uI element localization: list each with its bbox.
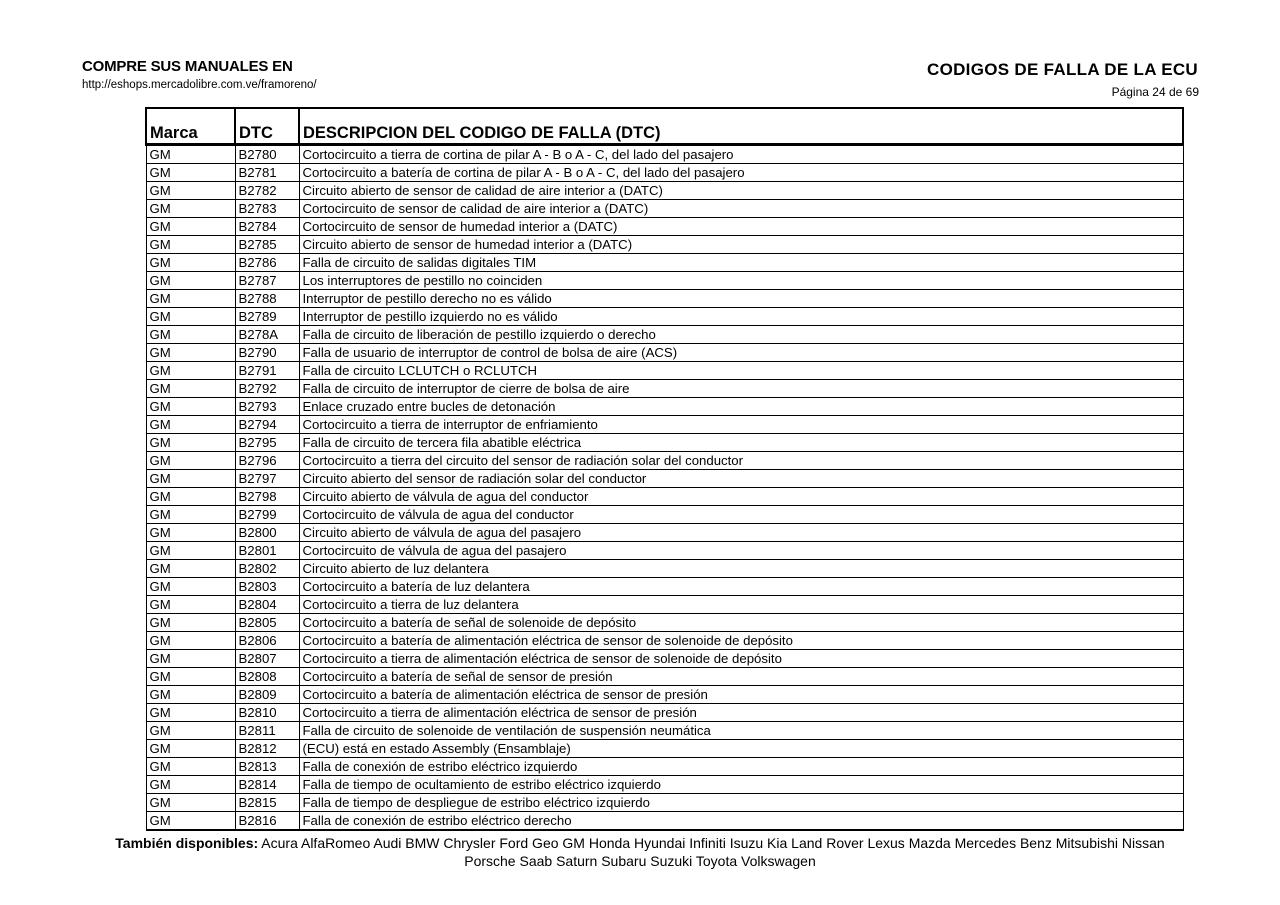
cell-descripcion: Cortocircuito a batería de señal de sensor de presión bbox=[299, 668, 1183, 686]
cell-marca: GM bbox=[146, 776, 235, 794]
cell-dtc: B2795 bbox=[235, 434, 299, 452]
cell-marca: GM bbox=[146, 470, 235, 488]
cell-dtc: B2803 bbox=[235, 578, 299, 596]
table-row bbox=[146, 416, 1183, 434]
cell-descripcion: Falla de conexión de estribo eléctrico izquierdo bbox=[299, 758, 1183, 776]
cell-marca: GM bbox=[146, 452, 235, 470]
cell-descripcion: Cortocircuito a batería de alimentación eléctrica de sensor de presión bbox=[299, 686, 1183, 704]
table-row bbox=[146, 668, 1183, 686]
cell-dtc: B2812 bbox=[235, 740, 299, 758]
cell-descripcion: Cortocircuito a batería de luz delantera bbox=[299, 578, 1183, 596]
cell-dtc: B2788 bbox=[235, 290, 299, 308]
cell-marca: GM bbox=[146, 290, 235, 308]
table-row bbox=[146, 218, 1183, 236]
table-row bbox=[146, 308, 1183, 326]
table-row bbox=[146, 812, 1183, 831]
cell-dtc: B2802 bbox=[235, 560, 299, 578]
table-row bbox=[146, 344, 1183, 362]
table-row bbox=[146, 434, 1183, 452]
table-row bbox=[146, 200, 1183, 218]
cell-descripcion: Falla de conexión de estribo eléctrico derecho bbox=[299, 812, 1183, 831]
cell-dtc: B2810 bbox=[235, 704, 299, 722]
cell-dtc: B2813 bbox=[235, 758, 299, 776]
cell-marca: GM bbox=[146, 668, 235, 686]
cell-descripcion: Falla de circuito de interruptor de cierre de bolsa de aire bbox=[299, 380, 1183, 398]
cell-descripcion: Circuito abierto de válvula de agua del conductor bbox=[299, 488, 1183, 506]
cell-descripcion: Cortocircuito de sensor de humedad interior a (DATC) bbox=[299, 218, 1183, 236]
dtc-table bbox=[145, 107, 1184, 831]
cell-dtc: B2815 bbox=[235, 794, 299, 812]
cell-descripcion: Cortocircuito a tierra del circuito del sensor de radiación solar del conductor bbox=[299, 452, 1183, 470]
cell-descripcion: Cortocircuito a tierra de luz delantera bbox=[299, 596, 1183, 614]
cell-descripcion: Falla de tiempo de ocultamiento de estribo eléctrico izquierdo bbox=[299, 776, 1183, 794]
cell-descripcion: (ECU) está en estado Assembly (Ensamblaje) bbox=[299, 740, 1183, 758]
cell-marca: GM bbox=[146, 524, 235, 542]
table-row bbox=[146, 578, 1183, 596]
cell-dtc: B2806 bbox=[235, 632, 299, 650]
cell-dtc: B2791 bbox=[235, 362, 299, 380]
cell-descripcion: Cortocircuito de válvula de agua del pasajero bbox=[299, 542, 1183, 560]
cell-dtc: B2808 bbox=[235, 668, 299, 686]
cell-marca: GM bbox=[146, 488, 235, 506]
cell-descripcion: Falla de circuito de liberación de pestillo izquierdo o derecho bbox=[299, 326, 1183, 344]
cell-dtc: B2805 bbox=[235, 614, 299, 632]
table-row bbox=[146, 380, 1183, 398]
cell-marca: GM bbox=[146, 578, 235, 596]
table-row bbox=[146, 776, 1183, 794]
table-row bbox=[146, 794, 1183, 812]
footer-line-1 bbox=[82, 834, 1198, 852]
cell-marca: GM bbox=[146, 416, 235, 434]
cell-descripcion: Falla de usuario de interruptor de control de bolsa de aire (ACS) bbox=[299, 344, 1183, 362]
table-row bbox=[146, 326, 1183, 344]
cell-descripcion: Interruptor de pestillo izquierdo no es válido bbox=[299, 308, 1183, 326]
header-left-title: COMPRE SUS MANUALES EN bbox=[82, 58, 293, 75]
cell-marca: GM bbox=[146, 182, 235, 200]
cell-marca: GM bbox=[146, 344, 235, 362]
cell-marca: GM bbox=[146, 632, 235, 650]
cell-dtc: B2800 bbox=[235, 524, 299, 542]
cell-marca: GM bbox=[146, 740, 235, 758]
cell-marca: GM bbox=[146, 722, 235, 740]
cell-descripcion: Circuito abierto de sensor de humedad interior a (DATC) bbox=[299, 236, 1183, 254]
cell-descripcion: Cortocircuito a batería de alimentación eléctrica de sensor de solenoide de depósito bbox=[299, 632, 1183, 650]
cell-dtc: B2793 bbox=[235, 398, 299, 416]
table-row bbox=[146, 596, 1183, 614]
cell-descripcion: Falla de tiempo de despliegue de estribo eléctrico izquierdo bbox=[299, 794, 1183, 812]
cell-dtc: B2797 bbox=[235, 470, 299, 488]
cell-dtc: B2807 bbox=[235, 650, 299, 668]
cell-marca: GM bbox=[146, 218, 235, 236]
cell-descripcion: Circuito abierto de válvula de agua del pasajero bbox=[299, 524, 1183, 542]
cell-descripcion: Los interruptores de pestillo no coinciden bbox=[299, 272, 1183, 290]
cell-marca: GM bbox=[146, 308, 235, 326]
table-row bbox=[146, 236, 1183, 254]
cell-marca: GM bbox=[146, 650, 235, 668]
footer-label: También disponibles: bbox=[115, 835, 259, 851]
cell-dtc: B2787 bbox=[235, 272, 299, 290]
table-row bbox=[146, 704, 1183, 722]
cell-marca: GM bbox=[146, 614, 235, 632]
cell-descripcion: Cortocircuito a tierra de cortina de pilar A - B o A - C, del lado del pasajero bbox=[299, 145, 1183, 164]
table-row bbox=[146, 452, 1183, 470]
page-number: Página 24 de 69 bbox=[1111, 85, 1199, 99]
footer-brands-1: Acura AlfaRomeo Audi BMW Chrysler Ford Geo GM Honda Hyundai Infiniti Isuzu Kia Land Rover Lexus Mazda Mercedes Benz Mitsubishi Nissan bbox=[261, 835, 1165, 851]
cell-marca: GM bbox=[146, 236, 235, 254]
table-row bbox=[146, 362, 1183, 380]
table-row bbox=[146, 145, 1183, 164]
footer-brands-2: Porsche Saab Saturn Subaru Suzuki Toyota Volkswagen bbox=[464, 853, 816, 869]
cell-marca: GM bbox=[146, 362, 235, 380]
cell-dtc: B2784 bbox=[235, 218, 299, 236]
cell-dtc: B2801 bbox=[235, 542, 299, 560]
cell-marca: GM bbox=[146, 560, 235, 578]
cell-marca: GM bbox=[146, 758, 235, 776]
cell-descripcion: Interruptor de pestillo derecho no es válido bbox=[299, 290, 1183, 308]
cell-descripcion: Falla de circuito de solenoide de ventilación de suspensión neumática bbox=[299, 722, 1183, 740]
table-body bbox=[146, 145, 1183, 831]
cell-dtc: B2799 bbox=[235, 506, 299, 524]
cell-descripcion: Circuito abierto de sensor de calidad de aire interior a (DATC) bbox=[299, 182, 1183, 200]
table-row bbox=[146, 722, 1183, 740]
cell-dtc: B2792 bbox=[235, 380, 299, 398]
cell-dtc: B2811 bbox=[235, 722, 299, 740]
cell-marca: GM bbox=[146, 542, 235, 560]
cell-descripcion: Cortocircuito a tierra de interruptor de enfriamiento bbox=[299, 416, 1183, 434]
cell-dtc: B2798 bbox=[235, 488, 299, 506]
cell-descripcion: Cortocircuito a batería de cortina de pilar A - B o A - C, del lado del pasajero bbox=[299, 164, 1183, 182]
table-row bbox=[146, 686, 1183, 704]
cell-dtc: B2781 bbox=[235, 164, 299, 182]
table-row bbox=[146, 506, 1183, 524]
table-row bbox=[146, 542, 1183, 560]
cell-marca: GM bbox=[146, 704, 235, 722]
cell-dtc: B278A bbox=[235, 326, 299, 344]
table-row bbox=[146, 650, 1183, 668]
cell-marca: GM bbox=[146, 380, 235, 398]
cell-descripcion: Cortocircuito de sensor de calidad de aire interior a (DATC) bbox=[299, 200, 1183, 218]
cell-dtc: B2814 bbox=[235, 776, 299, 794]
cell-marca: GM bbox=[146, 254, 235, 272]
cell-descripcion: Cortocircuito de válvula de agua del conductor bbox=[299, 506, 1183, 524]
cell-descripcion: Falla de circuito de salidas digitales TIM bbox=[299, 254, 1183, 272]
cell-descripcion: Cortocircuito a tierra de alimentación eléctrica de sensor de solenoide de depósito bbox=[299, 650, 1183, 668]
cell-marca: GM bbox=[146, 794, 235, 812]
table-row bbox=[146, 488, 1183, 506]
cell-marca: GM bbox=[146, 686, 235, 704]
header-descripcion: DESCRIPCION DEL CODIGO DE FALLA (DTC) bbox=[299, 108, 1183, 145]
cell-marca: GM bbox=[146, 506, 235, 524]
cell-dtc: B2816 bbox=[235, 812, 299, 831]
cell-dtc: B2794 bbox=[235, 416, 299, 434]
cell-dtc: B2789 bbox=[235, 308, 299, 326]
cell-dtc: B2785 bbox=[235, 236, 299, 254]
table-row bbox=[146, 524, 1183, 542]
table-row bbox=[146, 758, 1183, 776]
header-dtc: DTC bbox=[235, 108, 299, 145]
header-marca: Marca bbox=[146, 108, 235, 145]
cell-descripcion: Cortocircuito a batería de señal de solenoide de depósito bbox=[299, 614, 1183, 632]
cell-marca: GM bbox=[146, 434, 235, 452]
cell-descripcion: Falla de circuito LCLUTCH o RCLUTCH bbox=[299, 362, 1183, 380]
cell-dtc: B2783 bbox=[235, 200, 299, 218]
header-store-url[interactable]: http://eshops.mercadolibre.com.ve/framoreno/ bbox=[82, 79, 317, 91]
document-title: CODIGOS DE FALLA DE LA ECU bbox=[927, 60, 1198, 79]
cell-dtc: B2790 bbox=[235, 344, 299, 362]
table-row bbox=[146, 398, 1183, 416]
cell-dtc: B2804 bbox=[235, 596, 299, 614]
cell-descripcion: Circuito abierto del sensor de radiación solar del conductor bbox=[299, 470, 1183, 488]
table-row bbox=[146, 560, 1183, 578]
table-row bbox=[146, 614, 1183, 632]
cell-marca: GM bbox=[146, 812, 235, 831]
table-row bbox=[146, 290, 1183, 308]
cell-marca: GM bbox=[146, 272, 235, 290]
cell-dtc: B2796 bbox=[235, 452, 299, 470]
footer bbox=[82, 834, 1198, 870]
table-row bbox=[146, 470, 1183, 488]
cell-dtc: B2809 bbox=[235, 686, 299, 704]
cell-dtc: B2780 bbox=[235, 145, 299, 164]
table-row bbox=[146, 254, 1183, 272]
cell-marca: GM bbox=[146, 326, 235, 344]
cell-marca: GM bbox=[146, 145, 235, 164]
table-row bbox=[146, 272, 1183, 290]
table-row bbox=[146, 164, 1183, 182]
cell-descripcion: Enlace cruzado entre bucles de detonación bbox=[299, 398, 1183, 416]
cell-descripcion: Cortocircuito a tierra de alimentación eléctrica de sensor de presión bbox=[299, 704, 1183, 722]
cell-descripcion: Falla de circuito de tercera fila abatible eléctrica bbox=[299, 434, 1183, 452]
table-row bbox=[146, 740, 1183, 758]
cell-descripcion: Circuito abierto de luz delantera bbox=[299, 560, 1183, 578]
cell-dtc: B2782 bbox=[235, 182, 299, 200]
cell-marca: GM bbox=[146, 164, 235, 182]
table-row bbox=[146, 632, 1183, 650]
table-row bbox=[146, 182, 1183, 200]
cell-marca: GM bbox=[146, 596, 235, 614]
cell-dtc: B2786 bbox=[235, 254, 299, 272]
table-header-row bbox=[146, 108, 1183, 145]
cell-marca: GM bbox=[146, 398, 235, 416]
cell-marca: GM bbox=[146, 200, 235, 218]
